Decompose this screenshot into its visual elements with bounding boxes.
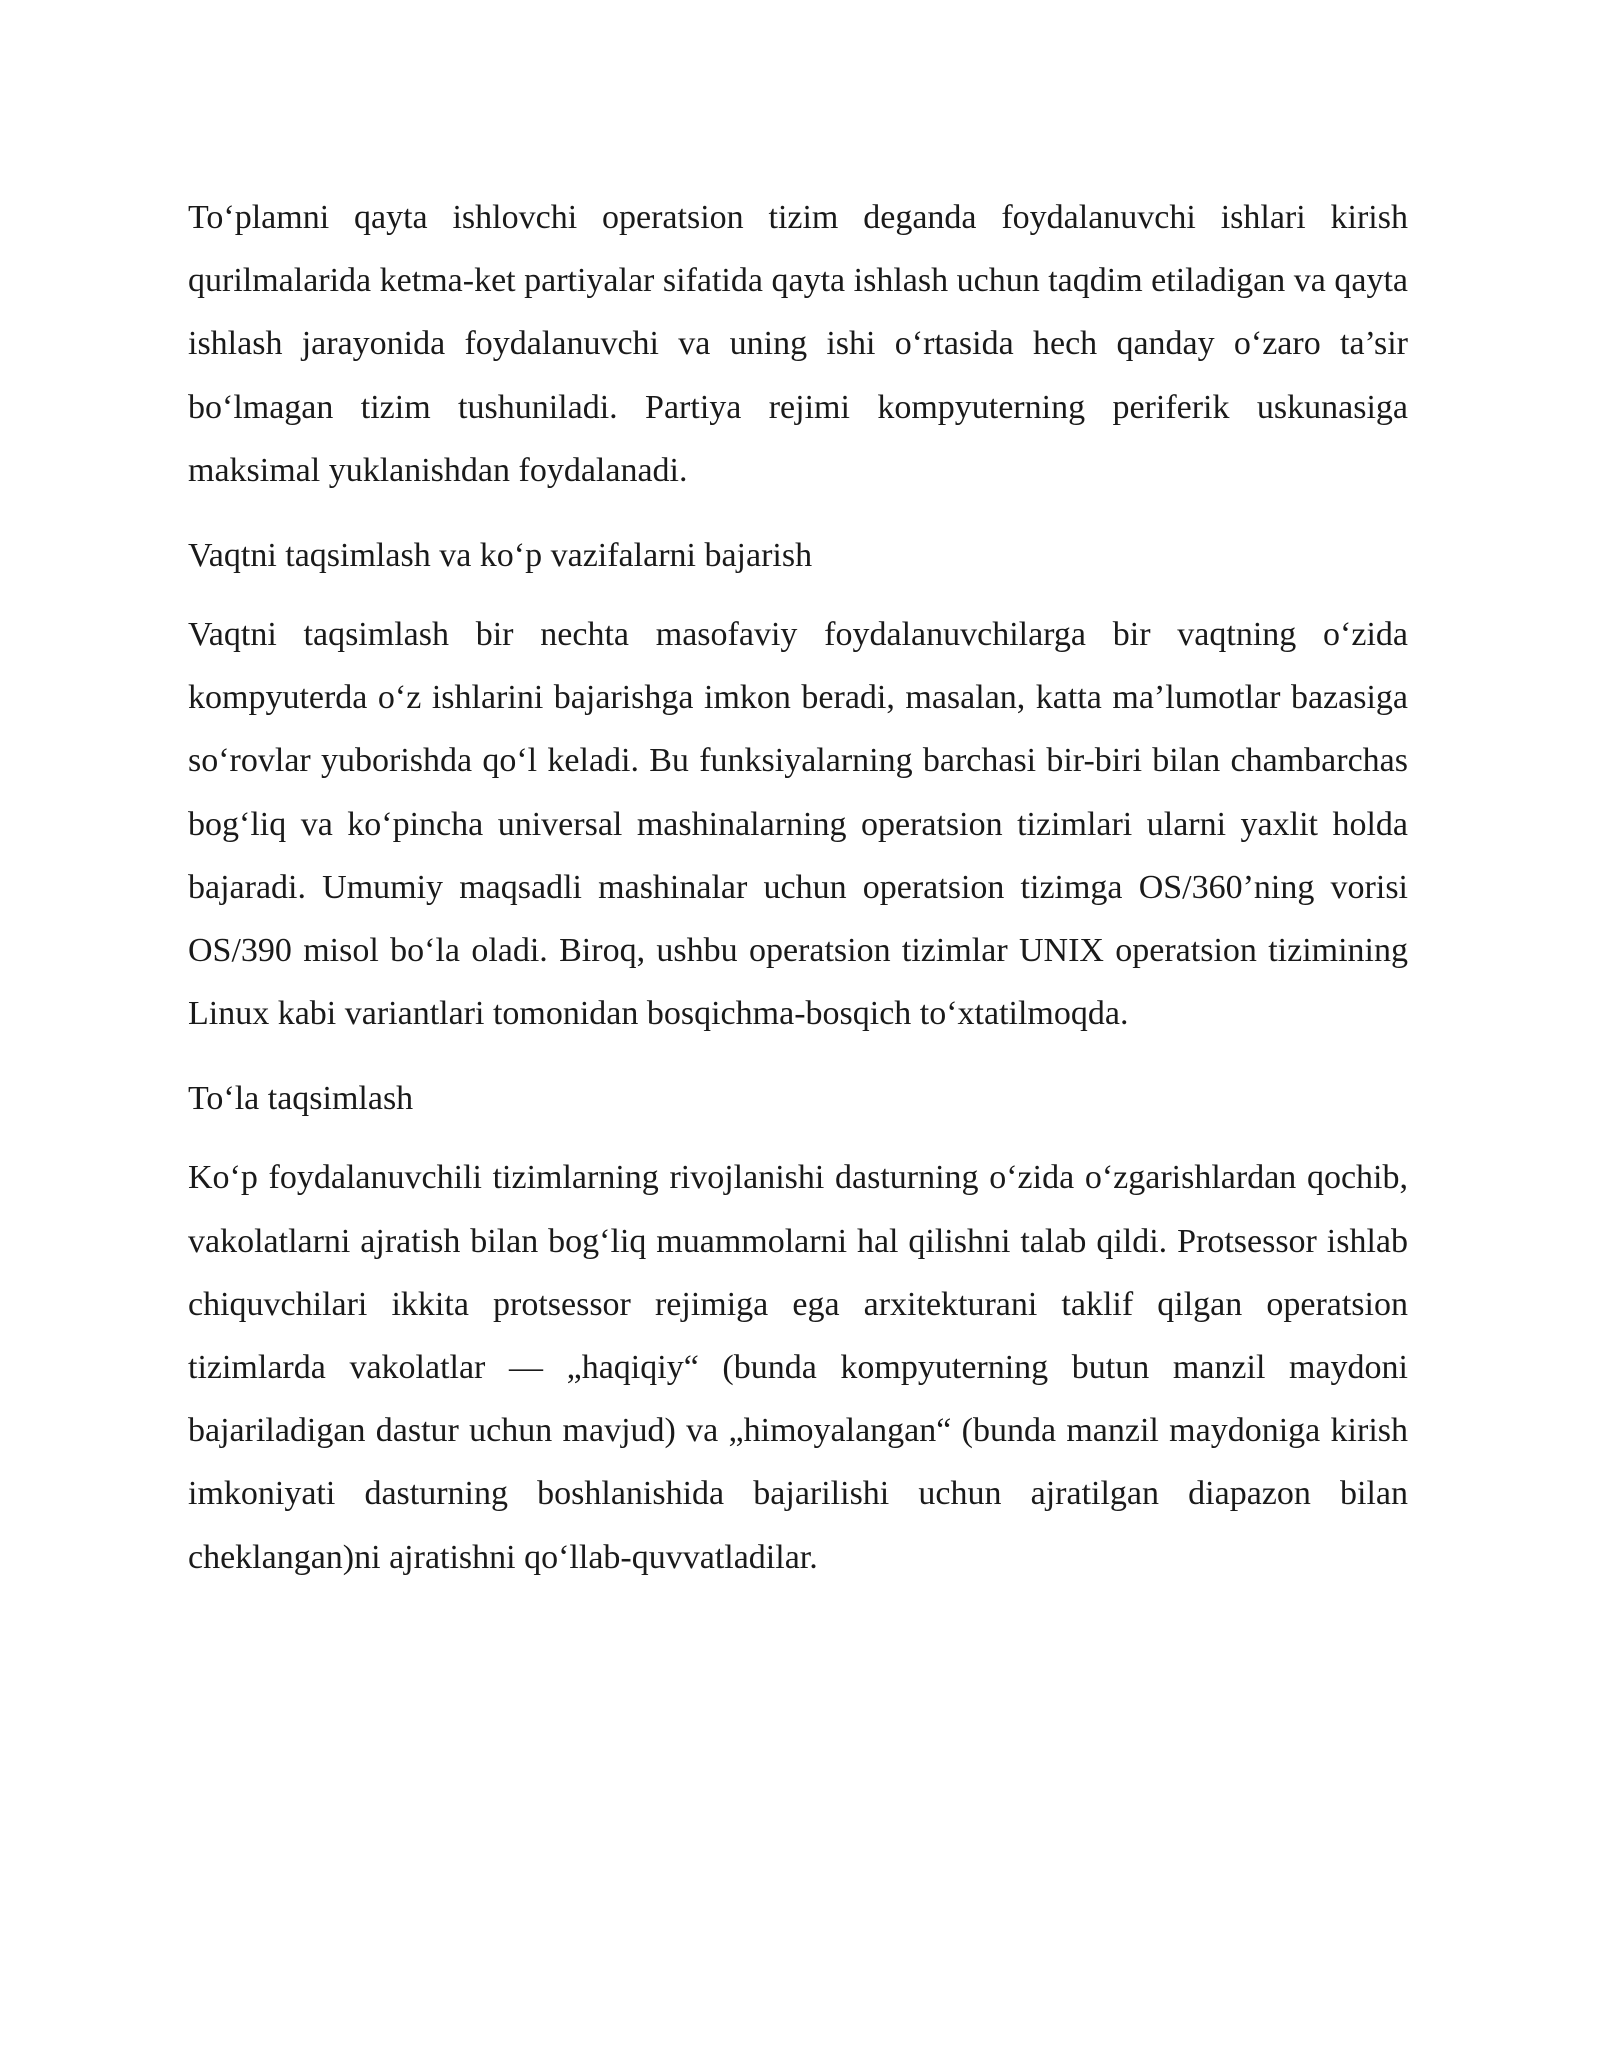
section-heading-full-distribution: To‘la taqsimlash <box>188 1080 414 1118</box>
paragraph-full-distribution: Ko‘p foydalanuvchili tizimlarning rivojlanishi dasturning o‘zida o‘zgarishlardan qochib, vakolatlarni ajratish bilan bog‘liq muammolarni hal qilishni talab qildi. Protsessor ishlab chiquvchilari ikkita protsessor rejimiga ega arxitekturani taklif qilgan operatsion tizimlarda vakolatlar — „haqiqiy“ (bunda kompyuterning butun manzil maydoni bajariladigan dastur uchun mavjud) va „himoyalangan“ (bunda manzil maydoniga kirish imkoniyati dasturning boshlanishida bajarilishi uchun ajratilgan diapazon bilan cheklangan)ni ajratishni qo‘llab-quvvatladilar. <box>188 1159 1408 1576</box>
paragraph-time-sharing: Vaqtni taqsimlash bir nechta masofaviy foydalanuvchilarga bir vaqtning o‘zida kompyuterda o‘z ishlarini bajarishga imkon beradi, masalan, katta ma’lumotlar bazasiga so‘rovlar yuborishda qo‘l keladi. Bu funksiyalarning barchasi bir-biri bilan chambarchas bog‘liq va ko‘pincha universal mashinalarning operatsion tizimlari ularni yaxlit holda bajaradi. Umumiy maqsadli mashinalar uchun operatsion tizimga OS/360’ning vorisi OS/390 misol bo‘la oladi. Biroq, ushbu operatsion tizimlar UNIX operatsion tizimining Linux kabi variantlari tomonidan bosqichma-bosqich to‘xtatilmoqda. <box>188 616 1408 1033</box>
document-body <box>188 186 1408 1589</box>
section-heading-time-sharing: Vaqtni taqsimlash va ko‘p vazifalarni bajarish <box>188 537 813 575</box>
paragraph-batch-processing: To‘plamni qayta ishlovchi operatsion tizim deganda foydalanuvchi ishlari kirish qurilmalarida ketma-ket partiyalar sifatida qayta ishlash uchun taqdim etiladigan va qayta ishlash jarayonida foydalanuvchi va uning ishi o‘rtasida hech qanday o‘zaro ta’sir bo‘lmagan tizim tushuniladi. Partiya rejimi kompyuterning periferik uskunasiga maksimal yuklanishdan foydalanadi. <box>188 199 1408 489</box>
